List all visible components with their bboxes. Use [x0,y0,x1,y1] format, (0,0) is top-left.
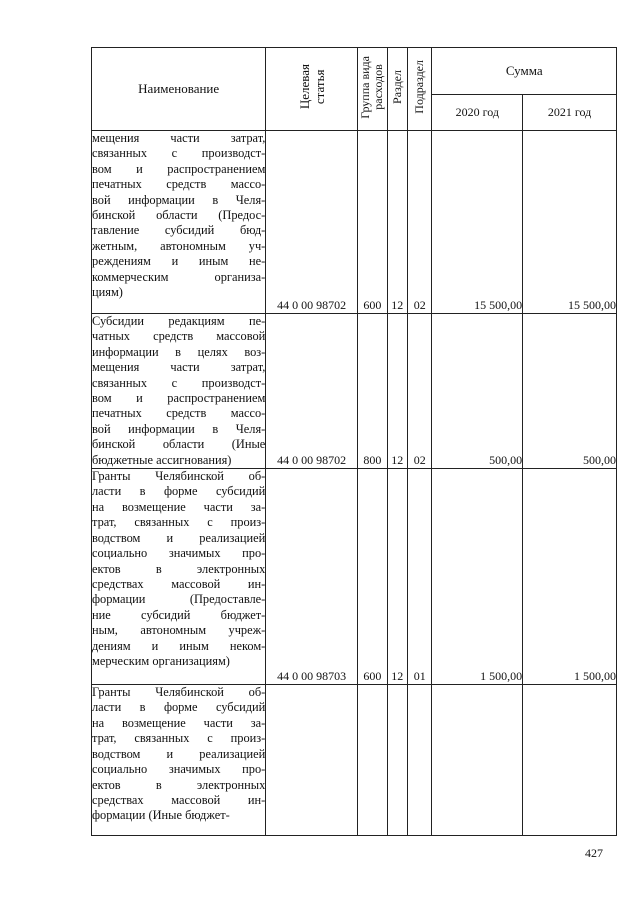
row-name-line: мещения части затрат, [92,131,266,145]
row-sum-2020: 1 500,00 [432,469,523,685]
row-target: 44 0 00 98702 [266,131,358,314]
page-number: 427 [585,846,603,860]
header-section-label: Раздел [389,70,404,104]
row-name-line: вом и распространением [92,391,266,406]
row-name [92,685,266,836]
row-name-line: трат, связанных с произ- [92,515,266,530]
row-name-line: связанных с производст- [92,375,266,390]
row-name-line: бинской области (Предос- [92,208,266,223]
header-section [387,48,407,131]
row-name-line: Гранты Челябинской об- [92,469,266,484]
row-sum-2021: 1 500,00 [523,469,617,685]
row-name-line: тавление субсидий бюд- [92,223,266,238]
row-name-line: печатных средств массо- [92,177,266,192]
row-name [92,314,266,469]
row-name-line: формации (Иные бюджет- [92,808,230,823]
row-name-line: циям) [92,285,123,300]
row-name-line: ным, автономным учреж- [92,623,266,638]
row-name-line: информации в целях воз- [92,344,266,359]
row-name-line: чатных средств массовой [92,329,266,344]
header-year-2020: 2020 год [432,95,523,131]
row-name-line: трат, связанных с произ- [92,731,266,746]
row-section: 12 [387,131,407,314]
row-name-line: средствах массовой ин- [92,576,266,591]
row-target [266,685,358,836]
table-body [92,131,617,836]
row-name-line: печатных средств массо- [92,406,266,421]
row-group [358,685,388,836]
row-sum-2020 [432,685,523,836]
row-name-line: связанных с производст- [92,146,266,161]
row-section: 12 [387,314,407,469]
row-sum-2020: 500,00 [432,314,523,469]
row-subsection [407,685,431,836]
row-name-line: вой информации в Челя- [92,421,266,436]
row-name-line: водством и реализацией [92,530,266,545]
header-row [92,48,617,95]
row-name-line: на возмещение части за- [92,715,266,730]
row-sum-2020: 15 500,00 [432,131,523,314]
row-name-line: ектов в электронных [92,777,266,792]
header-target [266,48,358,131]
row-name-line: Субсидии редакциям пе- [92,314,266,328]
row-target: 44 0 00 98703 [266,469,358,685]
row-name-line: вом и распространением [92,161,266,176]
row-sum-2021: 15 500,00 [523,131,617,314]
row-subsection: 01 [407,469,431,685]
row-group: 800 [358,314,388,469]
row-sum-2021 [523,685,617,836]
row-group: 600 [358,131,388,314]
header-subsection [407,48,431,131]
row-sum-2021: 500,00 [523,314,617,469]
row-name [92,131,266,314]
header-group [358,48,388,131]
row-group: 600 [358,469,388,685]
row-subsection: 02 [407,131,431,314]
row-name-line: на возмещение части за- [92,499,266,514]
row-name-line: ласти в форме субсидий [92,700,266,715]
table-row [92,685,617,836]
row-target: 44 0 00 98702 [266,314,358,469]
row-section: 12 [387,469,407,685]
row-name-line: средствах массовой ин- [92,792,266,807]
row-name [92,469,266,685]
row-name-line: водством и реализацией [92,746,266,761]
header-sum: Сумма [432,48,617,95]
row-name-line: мерческим организациям) [92,653,230,668]
row-name-line: Гранты Челябинской об- [92,685,266,700]
row-name-line: социально значимых про- [92,546,266,561]
row-name-line: вой информации в Челя- [92,192,266,207]
header-target-label: Целевая статья [296,64,327,110]
header-year-2021: 2021 год [523,95,617,131]
row-name-line: реждениям и иным не- [92,254,266,269]
row-name-line: социально значимых про- [92,762,266,777]
row-name-line: ласти в форме субсидий [92,484,266,499]
table-row [92,314,617,469]
row-name-line: бинской области (Иные [92,437,266,452]
header-subsection-label: Подраздел [412,60,427,114]
row-name-line: дениям и иным неком- [92,638,266,653]
row-name-line: жетным, автономным уч- [92,238,266,253]
row-name-line: ние субсидий бюджет- [92,607,266,622]
row-name-line: коммерческим организа- [92,269,266,284]
budget-table [91,47,617,836]
row-name-line: мещения части затрат, [92,360,266,375]
row-name-line: формации (Предоставле- [92,592,266,607]
table-row [92,469,617,685]
row-name-line: ектов в электронных [92,561,266,576]
row-subsection: 02 [407,314,431,469]
row-name-line: бюджетные ассигнования) [92,452,232,467]
header-name: Наименование [92,48,266,131]
header-group-label: Группа вида расходов [358,55,386,119]
row-section [387,685,407,836]
table-row [92,131,617,314]
